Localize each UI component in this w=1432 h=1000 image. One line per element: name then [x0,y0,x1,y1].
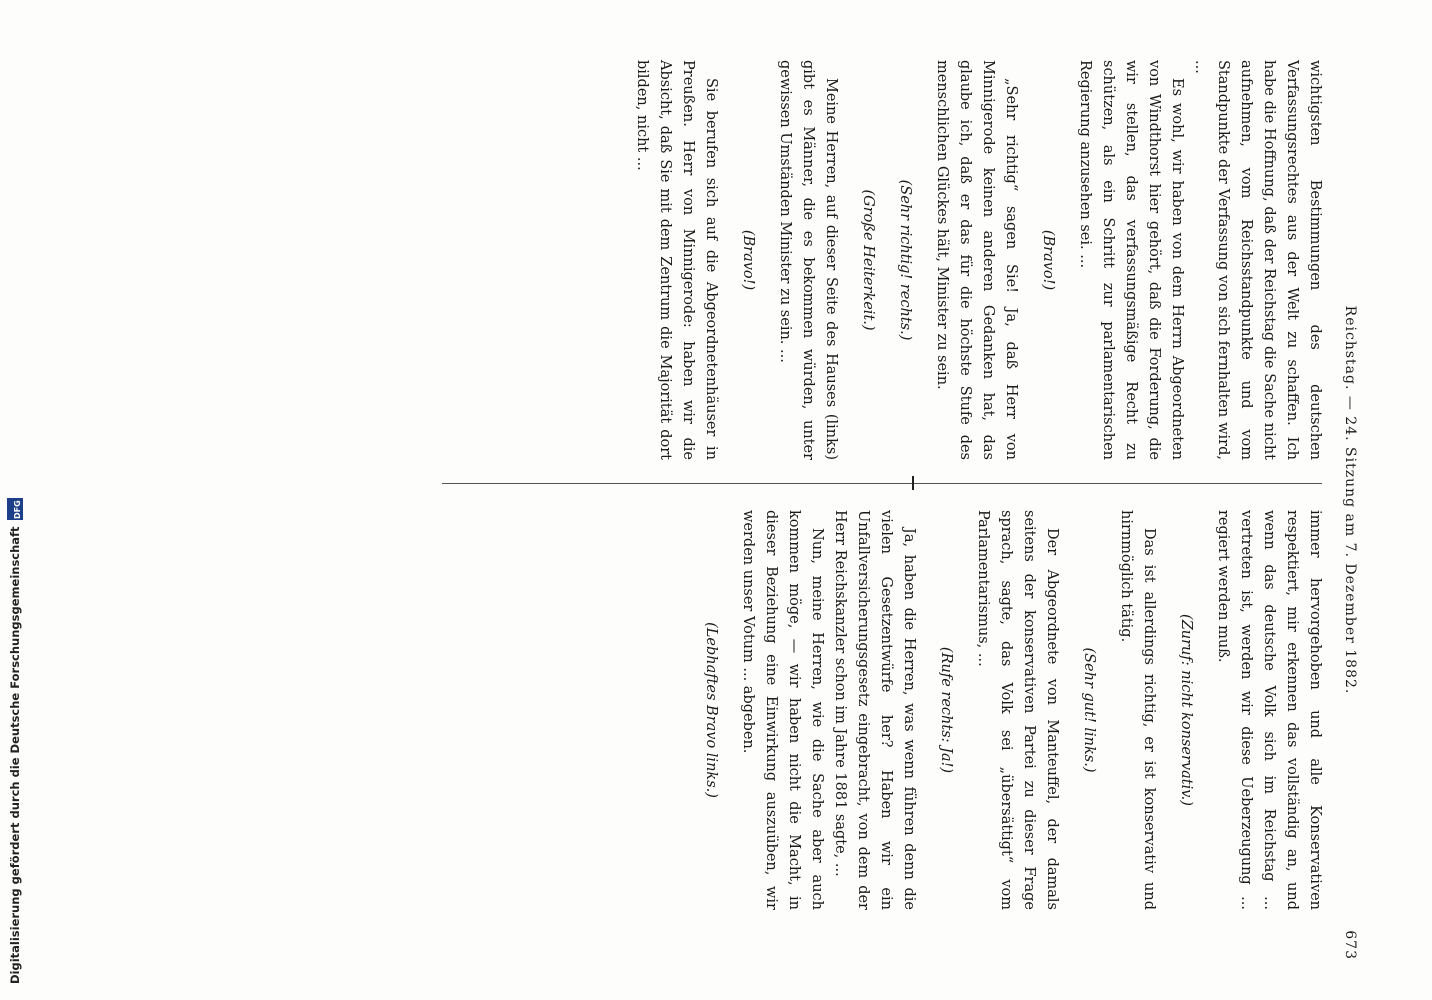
right-column [685,510,1326,910]
interjection: (Zuruf: nicht konservativ.) [1178,614,1194,806]
interjection: (Große Heiterkeit.) [860,189,876,331]
credit-text: Digitalisierung gefördert durch die Deutsche Forschungsgemeinschaft [8,526,22,984]
left-column [630,60,1326,460]
paragraph: Das ist allerdings richtig, er ist konservativ und hirnmöglich tätig. [1118,510,1157,910]
paragraph: Ja, haben die Herren, was wenn führen denn die vielen Gesetzentwürfe her? Haben wir ein Unfallversicherungsgesetz eingebracht, von dem der Herr Reichskanzler schon im Jahre 1881 sagte, ... [832,510,917,910]
paragraph: Es wohl, wir haben von dem Herrn Abgeordneten von Windthorst hier gehört, daß die Forderung, die wir stellen, das verfassungsmäßige Recht zu schützen, als ein Schritt zur parlamentarischen Regierung anzusehen sei. ... [1077,60,1185,460]
divider-tick [912,476,914,490]
page-number: 673 [1342,930,1358,960]
interjection: (Lebhaftes Bravo links.) [703,622,719,798]
column-divider [442,483,1322,484]
interjection: (Sehr gut! links.) [1081,647,1097,773]
paragraph: „Sehr richtig“ sagen Sie! Ja, daß Herr von Minnigerode keinen anderen Gedanken hat, das glaube ich, daß er das für die höchste Stufe des menschlichen Glückes hält, Minister zu sein. [934,60,1019,460]
paragraph: Nun, meine Herren, wie die Sache aber auch kommen möge, — wir haben nicht die Macht, in dieser Beziehung eine Einwirkung auszuüben, wir werden unser Votum ... abgeben. [740,510,825,910]
digitization-credit [6,12,24,984]
paragraph: Meine Herren, auf dieser Seite des Hauses (links) gibt es Männer, die es bekommen würden, unter gewissen Umständen Minister zu sein. ... [777,60,839,460]
paragraph: wichtigsten Bestimmungen des deutschen Verfassungsrechtes aus der Welt zu schaffen. Ich habe die Hoffnung, daß der Reichstag die Sache nicht aufnehmen, vom Reichsstandpunkte und vom Standpunkte der Verfassung von sich fernhalten wird, ... [1192,60,1323,460]
running-head [1332,40,1358,960]
interjection: (Sehr richtig! rechts.) [897,179,913,341]
paragraph: immer hervorgehoben und alle Konservativen respektiert, mir erkennen das vollständig an, und wenn das deutsche Volk sich im Reichstag ... vertreten ist, werden wir diese Ueberzeugung ... regiert werden muß. [1215,510,1323,910]
interjection: (Bravo!) [740,229,756,291]
paragraph: Sie berufen sich auf die Abgeordnetenhäuser in Preußen. Herr von Minnigerode: haben wir die Absicht, daß Sie mit dem Zentrum die Majorität dort bilden, nicht ... [634,60,719,460]
dfg-logo: DFG [7,498,23,520]
interjection: (Bravo!) [1040,229,1056,291]
paragraph: Der Abgeordnete von Manteuffel, der damals seitens der konservativen Partei zu dieser Frage sprach, sagte, das Volk sei „übersättigt“ vom Parlamentarismus, ... [975,510,1060,910]
running-head-title: Reichstag. — 24. Sitzung am 7. Dezember 1882. [1342,305,1358,695]
interjection: (Rufe rechts: Ja!) [938,646,954,774]
